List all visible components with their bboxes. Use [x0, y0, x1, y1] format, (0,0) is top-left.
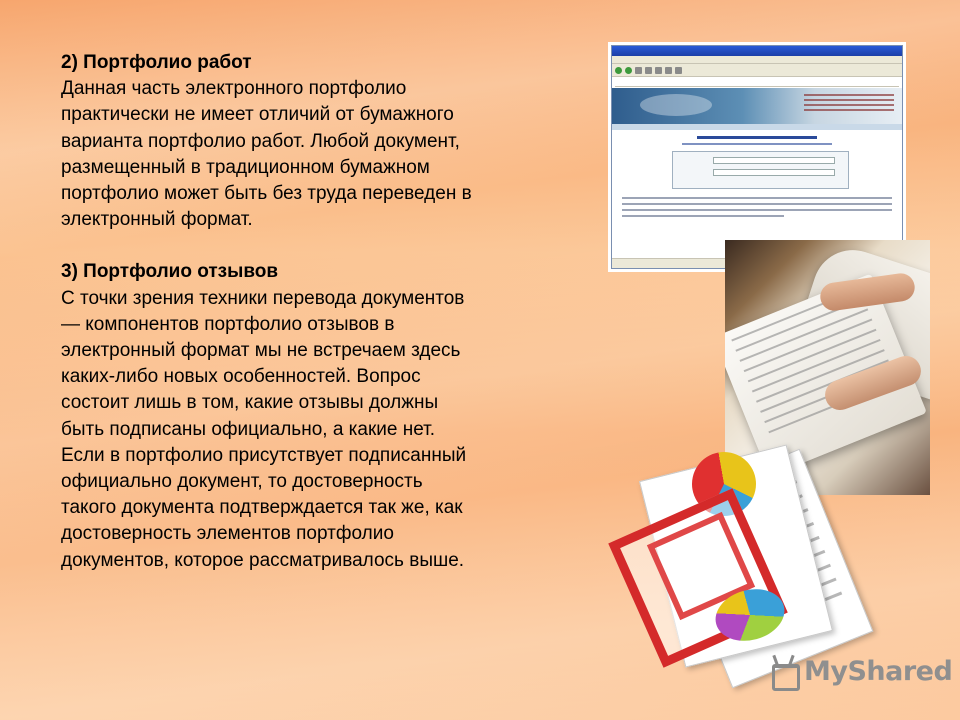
- section-heading-works: 2) Портфолио работ: [61, 52, 252, 73]
- section-heading-reviews: 3) Портфолио отзывов: [61, 261, 279, 283]
- text-line: — компонентов портфолио отзывов в: [61, 313, 395, 335]
- site-logo: [640, 94, 712, 116]
- site-search-form: [672, 151, 849, 189]
- text-line: такого документа подтверждается так же, как: [61, 497, 463, 519]
- site-heading: [697, 136, 817, 139]
- browser-menu-bar: [612, 56, 902, 64]
- text-line: Данная часть электронного портфолио: [61, 78, 407, 100]
- browser-address-bar: [615, 78, 899, 87]
- site-text-lines: [622, 197, 892, 217]
- documents-clipart: [620, 440, 870, 680]
- text-line: быть подписаны официально, а какие нет.: [61, 418, 436, 440]
- site-nav-links: [804, 94, 894, 114]
- text-line: размещенный в традиционном бумажном: [61, 156, 430, 178]
- text-line: портфолио может быть без труда переведен в: [61, 183, 472, 205]
- text-line: состоит лишь в том, какие отзывы должны: [61, 392, 439, 414]
- site-subheading: [682, 143, 832, 145]
- shared-doc-icon: [768, 654, 800, 688]
- text-line: варианта портфолио работ. Любой документ,: [61, 130, 460, 152]
- browser-screenshot-image: [611, 45, 903, 269]
- text-line: Если в портфолио присутствует подписанный: [61, 444, 467, 466]
- site-strip: [612, 124, 902, 130]
- slide-text: [61, 50, 591, 574]
- text-line: практически не имеет отличий от бумажного: [61, 104, 454, 126]
- text-line: С точки зрения техники перевода документов: [61, 287, 465, 309]
- text-line: каких-либо новых особенностей. Вопрос: [61, 366, 421, 388]
- browser-toolbar: [612, 64, 902, 77]
- paragraph-gap: [61, 233, 591, 259]
- text-line: электронный формат.: [61, 209, 253, 231]
- text-line: официально документ, то достоверность: [61, 471, 423, 493]
- text-line: достоверность элементов портфолио: [61, 523, 394, 545]
- browser-title-bar: [612, 46, 902, 56]
- text-line: электронный формат мы не встречаем здесь: [61, 340, 461, 362]
- myshared-watermark: [768, 654, 952, 688]
- text-line: документов, которое рассматривалось выше.: [61, 549, 465, 571]
- site-banner: [612, 88, 902, 124]
- watermark-text: MyShared: [804, 655, 953, 687]
